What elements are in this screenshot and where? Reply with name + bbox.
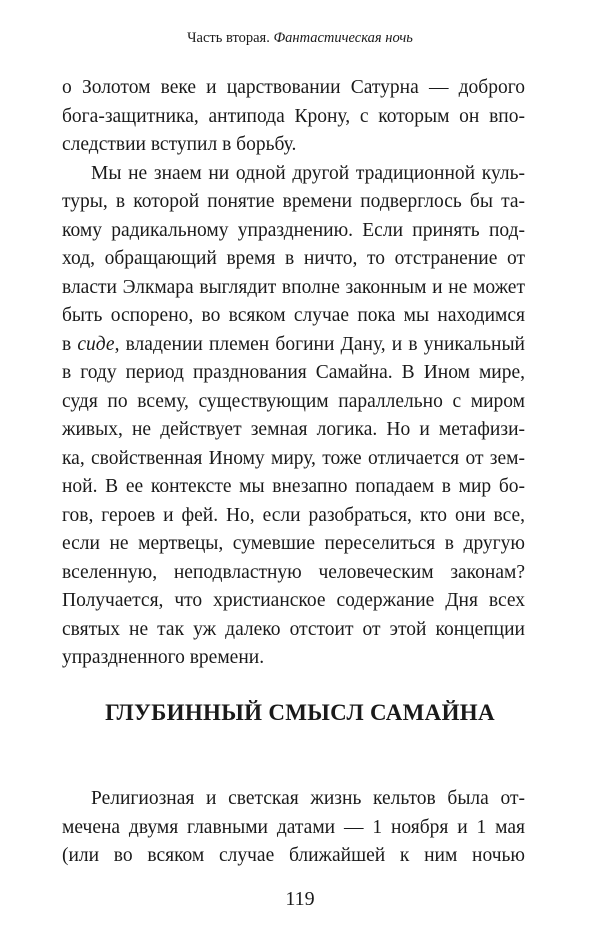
text-line: бога-защитника, антипода Крону, с которым он впо- [62, 105, 525, 127]
text-line: судя по всему, существующим параллельно с миром [62, 390, 525, 412]
text-line: туры, в которой понятие времени подверглось бы та- [62, 191, 525, 212]
text-line: Получается, что христианское содержание Дня всех [62, 590, 525, 611]
text-line: живых, не действует земная логика. Но и метафизи- [62, 419, 525, 440]
running-header [0, 30, 600, 47]
body-text-section [62, 785, 525, 871]
text-line: упраздненного времени. [62, 647, 265, 668]
text-line: ка, свойственная Иному миру, тоже отличается от зем- [62, 447, 525, 469]
text-line: святых не так уж далеко отстоит от этой концепции [62, 618, 525, 640]
italic-term: сиде [77, 333, 115, 355]
running-header-title: Фантастическая ночь [273, 30, 413, 46]
body-text [62, 74, 525, 673]
page-number: 119 [285, 888, 315, 910]
text-line: вселенную, неподвластную человеческим законам? [62, 561, 525, 583]
text-line: следствии вступил в борьбу. [62, 134, 297, 155]
text-line: кому радикальному упразднению. Если принять под- [62, 219, 525, 241]
running-header-part: Часть вторая. [187, 30, 270, 46]
text-segment: , владении племен богини Дану, и в уникальный [114, 333, 525, 355]
text-line: ход, обращающий время в ничто, то отстранение от [62, 248, 525, 269]
text-line: в году период празднования Самайна. В Ином мире, [62, 362, 525, 383]
text-line: ной. В ее контексте мы внезапно попадаем в мир бо- [62, 476, 525, 497]
text-line: власти Элкмара выглядит вполне законным и не может [62, 276, 525, 298]
text-line: если не мертвецы, сумевшие переселиться в другую [62, 533, 525, 554]
section-heading: ГЛУБИННЫЙ СМЫСЛ САМАЙНА [105, 700, 495, 725]
text-line: (или во всяком случае ближайшей к ним ночью [62, 845, 525, 866]
text-line: мечена двумя главными датами — 1 ноября и 1 мая [62, 816, 525, 838]
text-segment: в [62, 333, 78, 355]
text-line: Религиозная и светская жизнь кельтов была от- [91, 788, 525, 809]
text-line: Мы не знаем ни одной другой традиционной куль- [91, 162, 525, 184]
text-line-with-italic [62, 331, 525, 360]
text-line: гов, героев и фей. Но, если разобраться, кто они все, [62, 504, 525, 526]
text-line: быть оспорено, во всяком случае пока мы находимся [62, 305, 525, 326]
text-line: о Золотом веке и царствовании Сатурна — доброго [62, 77, 525, 98]
